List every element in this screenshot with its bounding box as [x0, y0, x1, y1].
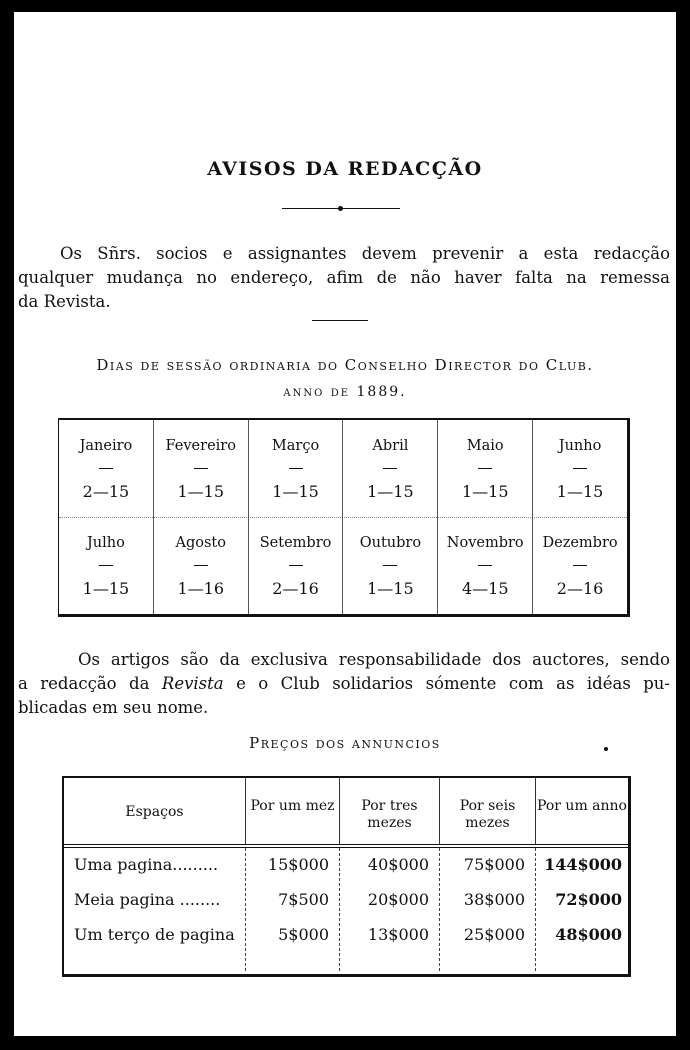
dash — [573, 468, 587, 469]
price-column — [440, 848, 536, 971]
price-value: 13$000 — [367, 925, 429, 944]
disclaimer-text: e o Club solidarios sómente com as idéas pu- — [223, 674, 670, 693]
page — [14, 12, 676, 1036]
dash — [383, 468, 397, 469]
month-cell — [533, 517, 627, 614]
month-name: Dezembro — [542, 535, 618, 551]
month-cell — [59, 517, 154, 614]
disclaimer-line-1: Os artigos são da exclusiva responsabilidade dos auctores, sendo — [78, 650, 670, 669]
table-row — [59, 420, 627, 517]
notice-line-3: da Revista. — [18, 292, 111, 311]
price-value: 7$500 — [278, 890, 329, 909]
month-days: 1—15 — [177, 482, 225, 501]
month-days: 1—15 — [367, 482, 414, 501]
ornamental-rule — [282, 208, 400, 209]
month-cell — [249, 517, 344, 614]
month-days: 4—15 — [461, 579, 509, 598]
space-label: Um terço de pagina — [74, 925, 235, 944]
price-value: 15$000 — [267, 855, 329, 874]
header-cell: Por um mez — [246, 778, 340, 844]
ink-dot — [604, 747, 608, 751]
month-cell — [249, 420, 344, 517]
month-name: Janeiro — [79, 438, 133, 454]
month-name: Fevereiro — [165, 438, 236, 454]
dash — [289, 468, 303, 469]
sessions-heading: Dias de sessão ordinaria do Conselho Director do Club. — [96, 356, 594, 374]
month-name: Julho — [86, 535, 125, 551]
dash — [289, 565, 303, 566]
table-row — [59, 517, 627, 614]
month-days: 2—15 — [82, 482, 130, 501]
month-days: 1—15 — [367, 579, 414, 598]
month-name: Junho — [558, 438, 602, 454]
month-name: Outubro — [359, 535, 422, 551]
month-name: Março — [271, 438, 320, 454]
month-cell — [533, 420, 627, 517]
month-days: 2—16 — [556, 579, 604, 598]
dash — [478, 468, 492, 469]
month-cell — [154, 517, 249, 614]
month-name: Abril — [372, 438, 409, 454]
month-name: Setembro — [259, 535, 332, 551]
prices-body — [64, 848, 628, 971]
price-value: 144$000 — [544, 855, 622, 874]
month-cell — [343, 517, 438, 614]
month-cell — [438, 517, 533, 614]
month-cell — [343, 420, 438, 517]
header-cell: Espaços — [64, 778, 246, 844]
space-label: Meia pagina ........ — [74, 890, 221, 909]
price-column — [340, 848, 440, 971]
price-value: 25$000 — [463, 925, 525, 944]
month-days: 1—15 — [461, 482, 509, 501]
month-days: 1—15 — [272, 482, 319, 501]
disclaimer-paragraph — [18, 648, 670, 720]
price-value: 40$000 — [367, 855, 429, 874]
month-cell — [154, 420, 249, 517]
month-days: 1—15 — [556, 482, 604, 501]
header-cell: Por tres mezes — [340, 778, 440, 844]
month-name: Novembro — [446, 535, 524, 551]
disclaimer-line-3: blicadas em seu nome. — [18, 698, 209, 717]
month-days: 1—16 — [177, 579, 225, 598]
month-name: Maio — [466, 438, 504, 454]
revista-italic: Revista — [161, 674, 224, 693]
dash — [194, 468, 208, 469]
month-cell — [59, 420, 154, 517]
disclaimer-text: a redacção da — [18, 674, 162, 693]
space-column — [64, 848, 246, 971]
month-cell — [438, 420, 533, 517]
dash — [573, 565, 587, 566]
dash — [99, 565, 113, 566]
dash — [194, 565, 208, 566]
page-title: AVISOS DA REDACÇÃO — [207, 158, 483, 180]
price-value: 5$000 — [278, 925, 329, 944]
prices-header-row — [64, 778, 628, 845]
disclaimer-line-2 — [18, 672, 670, 696]
dash — [478, 565, 492, 566]
divider — [312, 320, 368, 321]
prices-heading: Preços dos annuncios — [249, 734, 441, 752]
price-column — [246, 848, 340, 971]
notice-line-2: qualquer mudança no endereço, afim de não haver falta na remessa — [18, 268, 670, 287]
price-value: 75$000 — [463, 855, 525, 874]
dash — [383, 565, 397, 566]
notice-line-1: Os Sñrs. socios e assignantes devem prevenir a esta redacção — [60, 244, 670, 263]
dash — [99, 468, 113, 469]
space-label: Uma pagina......... — [74, 855, 219, 874]
prices-table — [62, 776, 631, 977]
price-value: 48$000 — [555, 925, 622, 944]
notice-paragraph — [18, 242, 670, 314]
price-column — [536, 848, 628, 971]
price-value: 72$000 — [555, 890, 622, 909]
month-days: 2—16 — [272, 579, 319, 598]
sessions-table — [58, 418, 630, 617]
month-name: Agosto — [175, 535, 226, 551]
header-cell: Por seis mezes — [440, 778, 536, 844]
header-cell: Por um anno — [537, 798, 627, 814]
price-value: 38$000 — [463, 890, 525, 909]
price-value: 20$000 — [367, 890, 429, 909]
sessions-year: anno de 1889. — [283, 384, 407, 400]
month-days: 1—15 — [82, 579, 130, 598]
